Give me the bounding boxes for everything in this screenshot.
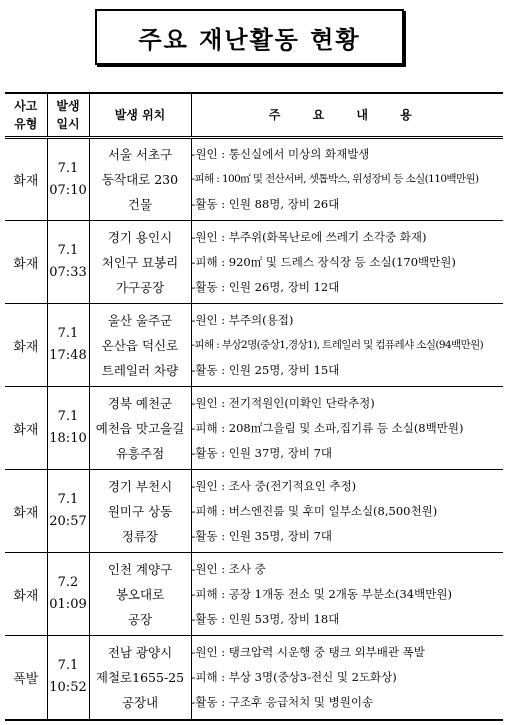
table-row <box>5 470 503 553</box>
incident-date: 7.2 01:09 <box>47 553 89 636</box>
incident-details <box>191 221 503 304</box>
header-incident-type: 사고 유형 <box>5 93 47 138</box>
activity-line: -활동 : 인원 25명, 장비 15대 <box>191 362 340 377</box>
cause-line: -원인 : 통신실에서 미상의 화재발생 <box>191 147 370 161</box>
incident-type: 화재 <box>5 387 47 470</box>
incident-type: 화재 <box>5 553 47 636</box>
header-main-content: 주 요 내 용 <box>191 93 503 138</box>
table-row <box>5 387 503 470</box>
cause-line: -원인 : 조사 중 <box>191 561 266 576</box>
table-row <box>5 304 503 387</box>
cause-line: -원인 : 탱크압력 시운행 중 탱크 외부배관 폭발 <box>191 644 425 659</box>
incident-type: 화재 <box>5 138 47 221</box>
damage-line: -피해 : 부상 3명(중상3-전신 및 2도화상) <box>191 669 397 684</box>
incident-date: 7.1 18:10 <box>47 387 89 470</box>
damage-line: -피해 : 버스엔진룸 및 후미 일부소실(8,500천원) <box>191 503 438 518</box>
damage-line: -피해 : 공장 1개동 전소 및 2개동 부분소(34백만원) <box>191 586 452 601</box>
incident-details <box>191 304 503 387</box>
incident-location: 경기 부천시 원미구 상동 정류장 <box>89 470 191 553</box>
incident-details <box>191 553 503 636</box>
incident-date: 7.1 17:48 <box>47 304 89 387</box>
activity-line: -활동 : 인원 88명, 장비 26대 <box>191 197 340 211</box>
activity-line: -활동 : 인원 37명, 장비 7대 <box>191 445 333 460</box>
activity-line: -활동 : 인원 35명, 장비 7대 <box>191 528 333 543</box>
incident-location: 전남 광양시 제철로1655-25 공장내 <box>89 636 191 720</box>
damage-line: -피해 : 부상2명(중상1,경상1), 트레일러 및 컴퓨레샤 소실(94백만원) <box>191 338 484 351</box>
incident-date: 7.1 07:33 <box>47 221 89 304</box>
cause-line: -원인 : 조사 중(전기적요인 추정) <box>191 478 357 493</box>
document-title: 주요 재난활동 현황 <box>95 9 404 65</box>
incident-type: 폭발 <box>5 636 47 720</box>
incident-details <box>191 387 503 470</box>
table-row <box>5 553 503 636</box>
incident-location: 경기 용인시 처인구 묘봉리 가구공장 <box>89 221 191 304</box>
header-location: 발생 위치 <box>89 93 191 138</box>
incident-location: 울산 울주군 온산읍 덕신로 트레일러 차량 <box>89 304 191 387</box>
activity-line: -활동 : 구조후 응급처치 및 병원이송 <box>191 694 374 709</box>
incident-location: 서울 서초구 동작대로 230 건물 <box>89 138 191 221</box>
activity-line: -활동 : 인원 53명, 장비 18대 <box>191 611 340 626</box>
activity-line: -활동 : 인원 26명, 장비 12대 <box>191 279 340 294</box>
incident-details <box>191 636 503 720</box>
incident-date: 7.1 07:10 <box>47 138 89 221</box>
incident-date: 7.1 20:57 <box>47 470 89 553</box>
damage-line: -피해 : 208㎡그을림 및 소파,집기류 등 소실(8백만원) <box>191 420 464 435</box>
table-header-row <box>5 93 503 138</box>
cause-line: -원인 : 전기적원인(미확인 단락추정) <box>191 395 375 410</box>
incident-location: 인천 계양구 봉오대로 공장 <box>89 553 191 636</box>
incident-type: 화재 <box>5 470 47 553</box>
incident-date: 7.1 10:52 <box>47 636 89 720</box>
damage-line: -피해 : 100㎡ 및 전산서버, 셋톱박스, 위성장비 등 소실(110백만원) <box>191 173 479 185</box>
incident-type: 화재 <box>5 221 47 304</box>
table-row <box>5 138 503 221</box>
incident-location: 경북 예천군 예천읍 맛고을길 유흥주점 <box>89 387 191 470</box>
disaster-activity-table <box>5 92 503 721</box>
incident-details <box>191 138 503 221</box>
incident-type: 화재 <box>5 304 47 387</box>
incident-details <box>191 470 503 553</box>
cause-line: -원인 : 부주위(화목난로에 쓰레기 소각중 화재) <box>191 229 427 244</box>
table-row <box>5 221 503 304</box>
cause-line: -원인 : 부주의(용접) <box>191 312 294 327</box>
table-row <box>5 636 503 720</box>
header-occurrence-date: 발생 일시 <box>47 93 89 138</box>
damage-line: -피해 : 920㎡ 및 드레스 장식장 등 소실(170백만원) <box>191 254 456 269</box>
